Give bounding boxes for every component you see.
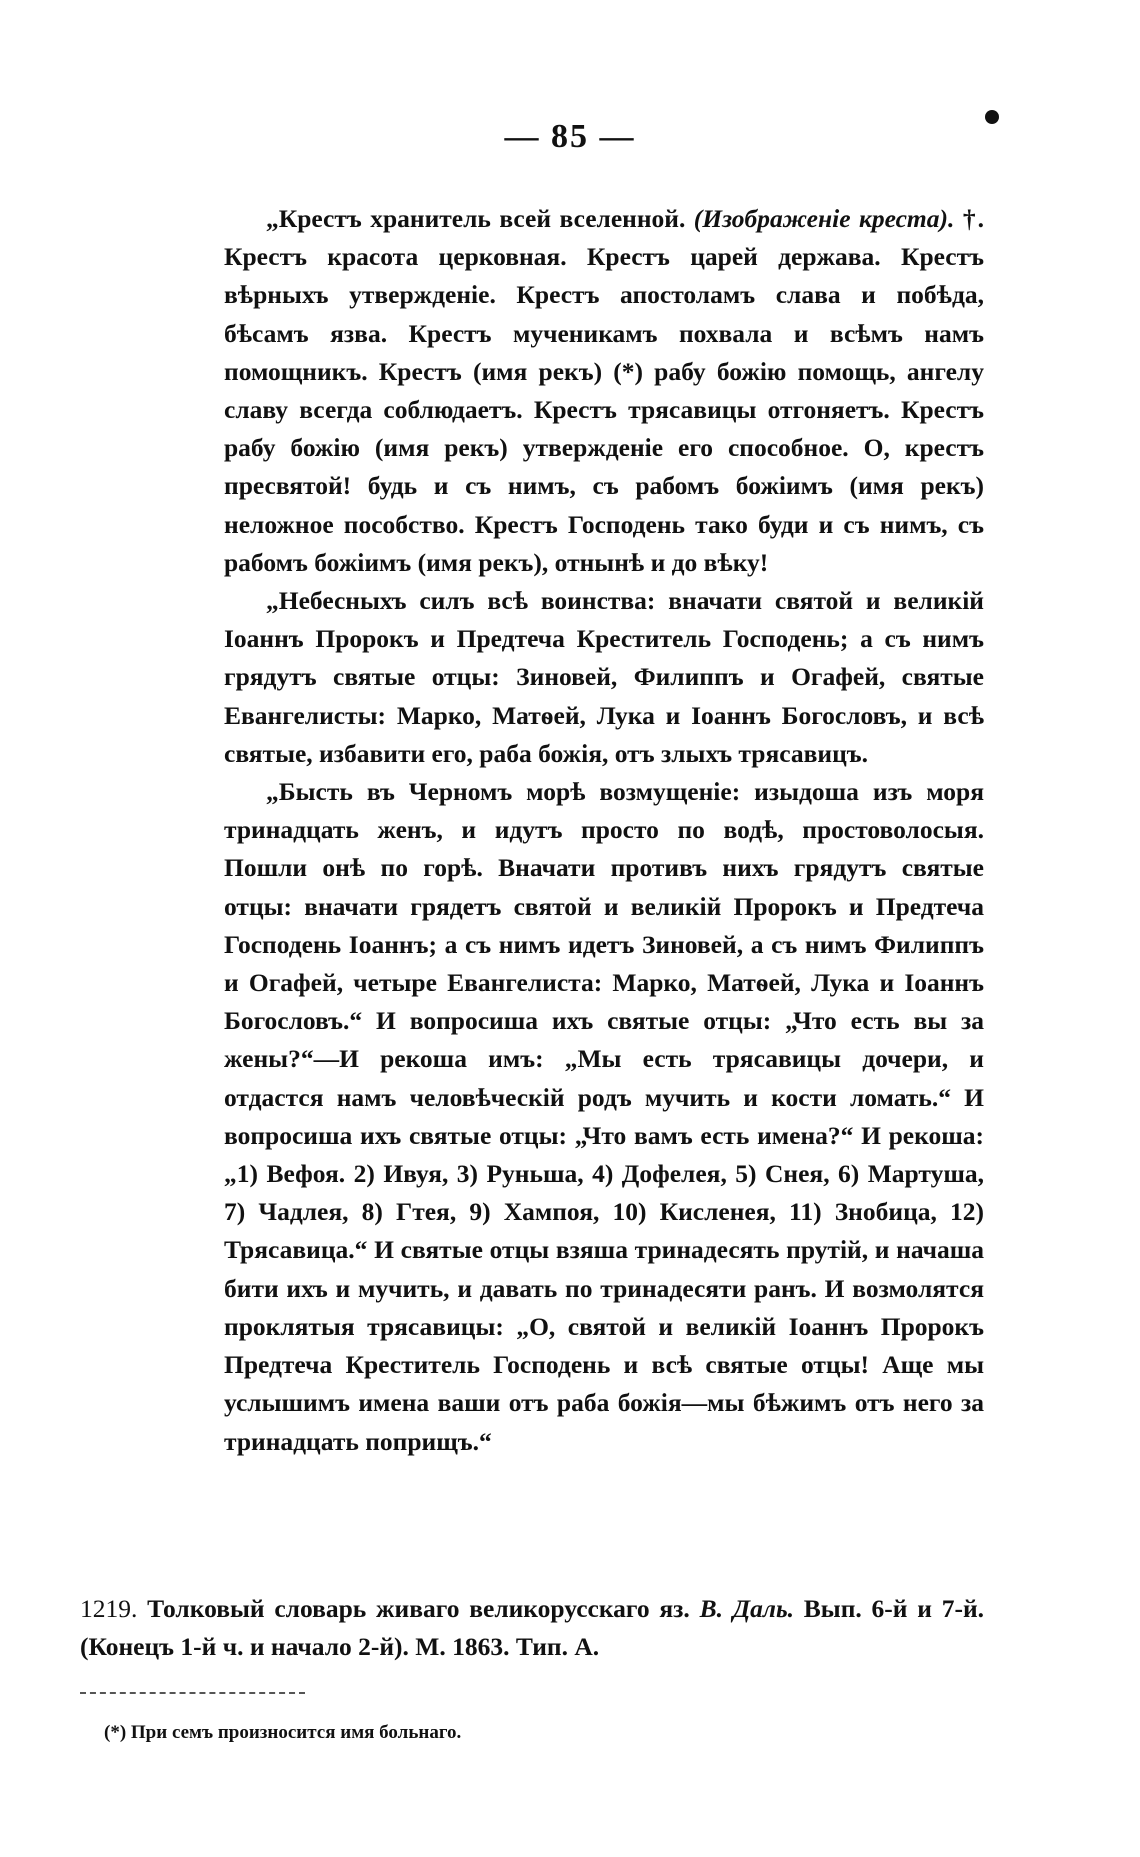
entry-number: 1219. bbox=[80, 1594, 138, 1623]
entry-title: Толковый bbox=[147, 1594, 265, 1623]
entry-text: словарь живаго великорусскаго яз. bbox=[264, 1594, 700, 1623]
italic-note: (Изображеніе креста). bbox=[693, 204, 955, 233]
entry-text: Вып. 6-й и 7-й. (Конецъ 1-й ч. и начало 2-й). М. 1863. Тип. А. bbox=[80, 1594, 985, 1662]
main-text bbox=[224, 200, 984, 1461]
paragraph-prayer-cross bbox=[224, 200, 984, 582]
paragraph-black-sea: „Бысть въ Черномъ морѣ возмущеніе: изыдоша изъ моря тринадцать женъ, и идутъ просто по водѣ, простоволосыя. Пошли онѣ по горѣ. Вначати противъ нихъ грядутъ святые отцы: вначати грядетъ святой и великій Пророкъ и Предтеча Господень Іоаннъ; а съ нимъ идетъ Зиновей, а съ нимъ Филиппъ и Огафей, четыре Евангелиста: Марко, Матѳей, Лука и Іоаннъ Богословъ.“ И вопросиша ихъ святые отцы: „Что есть вы за жены?“—И рекоша имъ: „Мы есть трясавицы дочери, и отдастся намъ человѣческій родъ мучить и кости ломать.“ И вопросиша ихъ святые отцы: „Что вамъ есть имена?“ И рекоша: „1) Вефоя. 2) Ивуя, 3) Руньша, 4) Дофелея, 5) Снея, 6) Мартуша, 7) Чадлея, 8) Гтея, 9) Хампоя, 10) Кисленея, 11) Знобица, 12) Трясавица.“ И святые отцы взяша тринадесять прутій, и начаша бити ихъ и мучить, и давать по тринадесяти ранъ. И возмолятся проклятыя трясавицы: „О, святой и великій Іоаннъ Пророкъ Предтеча Креститель Господень и всѣ святые отцы! Аще мы услышимъ имена ваши отъ раба божія—мы бѣжимъ отъ него за тринадцать поприщъ.“ bbox=[224, 777, 984, 1456]
paragraph-text: †. Крестъ красота церковная. Крестъ царей держава. Крестъ вѣрныхъ утвержденіе. Крестъ апостоламъ слава и побѣда, бѣсамъ язва. Крестъ мученикамъ похвала и всѣмъ намъ помощникъ. Крестъ (имя рекъ) (*) рабу божію помощь, ангелу славу всегда соблюдаетъ. Крестъ трясавицы отгоняетъ. Крестъ рабу божію (имя рекъ) утвержденіе его способное. О, крестъ пресвятой! будь и съ нимъ, съ рабомъ божіимъ (имя рекъ) неложное пособство. Крестъ Господень тако буди и съ нимъ, съ рабомъ божіимъ (имя рекъ), отнынѣ и до вѣку! bbox=[224, 204, 985, 577]
paragraph-text: „Крестъ хранитель всей вселенной. bbox=[266, 204, 694, 233]
bibliography-entry bbox=[80, 1590, 984, 1666]
footnote-divider bbox=[80, 1692, 305, 1694]
paragraph-heavenly-hosts: „Небесныхъ силъ всѣ воинства: вначати святой и великій Іоаннъ Пророкъ и Предтеча Креститель Господень; а съ нимъ грядутъ святые отцы: Зиновей, Филиппъ и Огафей, святые Евангелисты: Марко, Матѳей, Лука и Іоаннъ Богословъ, и всѣ святые, избавити его, раба божія, отъ злыхъ трясавицъ. bbox=[224, 586, 984, 768]
footnote: (*) При семъ произносится имя больнаго. bbox=[104, 1722, 462, 1743]
ink-dot bbox=[985, 110, 999, 124]
entry-author: В. Даль. bbox=[699, 1594, 795, 1623]
page-number: — 85 — bbox=[504, 118, 636, 155]
